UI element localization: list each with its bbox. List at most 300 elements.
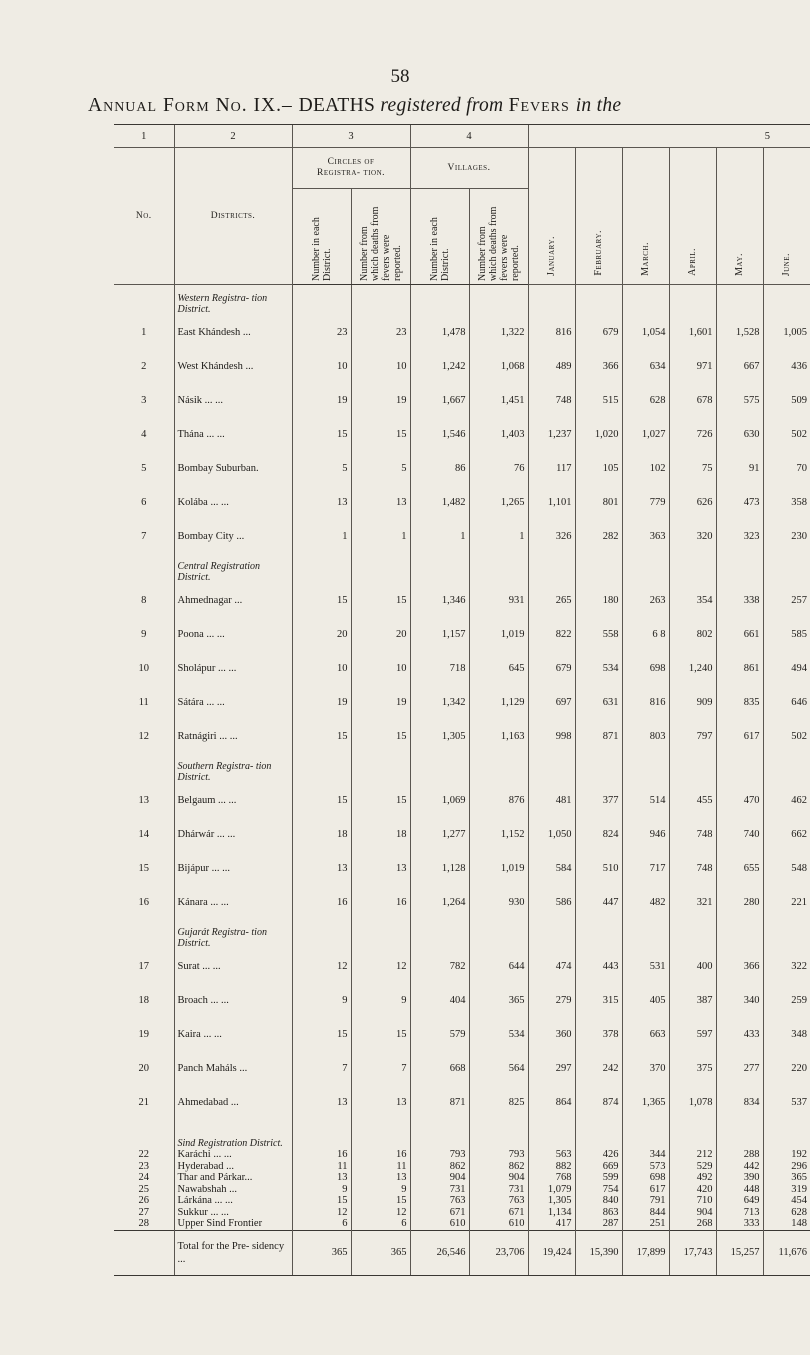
section-blank-cell [575, 1119, 622, 1149]
circles-count: 6 [292, 1218, 351, 1230]
table-row [114, 685, 810, 719]
deaths-february: 754 [575, 1184, 622, 1196]
villages-count: 731 [410, 1184, 469, 1196]
deaths-april: 797 [669, 719, 716, 753]
row-number: 18 [138, 994, 149, 1006]
table-row [114, 783, 810, 817]
table-row [114, 1184, 810, 1196]
total-june: 11,676 [763, 1230, 810, 1275]
section-blank-cell [716, 553, 763, 583]
deaths-june: 585 [763, 617, 810, 651]
district-name: Bombay Suburban. [174, 451, 292, 485]
deaths-february: 315 [575, 983, 622, 1017]
circles-count: 23 [292, 315, 351, 349]
deaths-june: 365 [763, 1172, 810, 1184]
villages-count: 1 [410, 519, 469, 553]
district-name: Broach ... ... [174, 983, 292, 1017]
title-part-fevers: Fevers [508, 95, 576, 116]
deaths-march: 363 [622, 519, 669, 553]
deaths-april: 354 [669, 583, 716, 617]
deaths-january: 563 [528, 1149, 575, 1161]
deaths-june: 436 [763, 349, 810, 383]
circles-reported: 12 [351, 1207, 410, 1219]
circles-count: 15 [292, 417, 351, 451]
section-blank-cell [528, 285, 575, 316]
deaths-march: 617 [622, 1184, 669, 1196]
deaths-april: 420 [669, 1184, 716, 1196]
deaths-may: 390 [716, 1172, 763, 1184]
deaths-april: 802 [669, 617, 716, 651]
deaths-january: 998 [528, 719, 575, 753]
section-blank-cell [351, 285, 410, 316]
deaths-march: 717 [622, 851, 669, 885]
row-number: 13 [138, 794, 149, 806]
section-blank-cell [469, 753, 528, 783]
deaths-march: 946 [622, 817, 669, 851]
deaths-june: 502 [763, 719, 810, 753]
table-row [114, 719, 810, 753]
villages-reported: 1,265 [469, 485, 528, 519]
table-body [114, 285, 810, 1231]
deaths-june: 628 [763, 1207, 810, 1219]
deaths-may: 448 [716, 1184, 763, 1196]
section-no-blank [114, 553, 174, 583]
villages-count: 404 [410, 983, 469, 1017]
deaths-june: 462 [763, 783, 810, 817]
villages-reported: 825 [469, 1085, 528, 1119]
deaths-january: 326 [528, 519, 575, 553]
deaths-february: 447 [575, 885, 622, 919]
deaths-may: 473 [716, 485, 763, 519]
section-title: Southern Registra- tion District. [174, 753, 292, 783]
deaths-may: 740 [716, 817, 763, 851]
deaths-april: 1,078 [669, 1085, 716, 1119]
circles-count: 13 [292, 1085, 351, 1119]
row-number: 23 [138, 1160, 149, 1172]
deaths-february: 871 [575, 719, 622, 753]
colnum-1: 1 [114, 125, 174, 148]
circles-reported: 16 [351, 885, 410, 919]
section-no-blank [114, 919, 174, 949]
row-number: 4 [141, 428, 147, 440]
circles-reported: 15 [351, 1195, 410, 1207]
section-blank-cell [622, 1119, 669, 1149]
deaths-february: 105 [575, 451, 622, 485]
deaths-april: 1,240 [669, 651, 716, 685]
deaths-january: 748 [528, 383, 575, 417]
section-title: Western Registra- tion District. [174, 285, 292, 316]
deaths-june: 454 [763, 1195, 810, 1207]
colnum-4: 4 [410, 125, 528, 148]
circles-count: 15 [292, 719, 351, 753]
table-row [114, 1207, 810, 1219]
section-blank-cell [669, 1119, 716, 1149]
table-row [114, 617, 810, 651]
deaths-march: 663 [622, 1017, 669, 1051]
circles-count: 13 [292, 485, 351, 519]
deaths-june: 348 [763, 1017, 810, 1051]
district-name: Ahmedabad ... [174, 1085, 292, 1119]
table-row [114, 1149, 810, 1161]
circles-count: 9 [292, 983, 351, 1017]
row-number: 26 [138, 1195, 149, 1207]
deaths-march: 1,027 [622, 417, 669, 451]
total-no [114, 1230, 174, 1275]
table-row [114, 383, 810, 417]
deaths-june: 322 [763, 949, 810, 983]
col-header-february [575, 148, 622, 285]
deaths-june: 494 [763, 651, 810, 685]
villages-reported: 862 [469, 1161, 528, 1173]
circles-reported: 13 [351, 485, 410, 519]
circles-reported: 19 [351, 383, 410, 417]
villages-count: 610 [410, 1218, 469, 1230]
deaths-june: 221 [763, 885, 810, 919]
group-header-row [114, 148, 810, 189]
table-row [114, 315, 810, 349]
section-blank-cell [622, 285, 669, 316]
section-blank-cell [622, 753, 669, 783]
circles-reported-label: Number from which deaths from fevers were reported. [358, 206, 403, 281]
title-part-registered: registered from [380, 95, 509, 116]
circles-reported: 13 [351, 851, 410, 885]
villages-count: 1,346 [410, 583, 469, 617]
section-blank-cell [351, 753, 410, 783]
deaths-february: 599 [575, 1172, 622, 1184]
deaths-february: 282 [575, 519, 622, 553]
circles-count: 19 [292, 383, 351, 417]
deaths-february: 510 [575, 851, 622, 885]
deaths-april: 748 [669, 851, 716, 885]
table-row [114, 651, 810, 685]
row-number: 2 [141, 360, 147, 372]
total-february: 15,390 [575, 1230, 622, 1275]
deaths-february: 534 [575, 651, 622, 685]
circles-count: 16 [292, 885, 351, 919]
deaths-april: 529 [669, 1161, 716, 1173]
circles-count: 9 [292, 1184, 351, 1196]
table-row [114, 417, 810, 451]
deaths-january: 697 [528, 685, 575, 719]
row-number: 7 [141, 530, 147, 542]
villages-reported: 76 [469, 451, 528, 485]
section-blank-cell [575, 285, 622, 316]
deaths-june: 296 [763, 1161, 810, 1173]
circles-reported: 10 [351, 651, 410, 685]
circles-reported: 23 [351, 315, 410, 349]
table-row [114, 1085, 810, 1119]
circles-reported: 15 [351, 719, 410, 753]
deaths-april: 75 [669, 451, 716, 485]
deaths-february: 863 [575, 1207, 622, 1219]
deaths-may: 661 [716, 617, 763, 651]
district-name: Nawabshah ... [174, 1184, 292, 1196]
villages-count: 1,128 [410, 851, 469, 885]
deaths-march: 844 [622, 1207, 669, 1219]
deaths-may: 655 [716, 851, 763, 885]
villages-count: 1,305 [410, 719, 469, 753]
page-number: 58 [390, 66, 410, 87]
april-label: April. [687, 248, 698, 276]
villages-count: 1,264 [410, 885, 469, 919]
villages-count: 718 [410, 651, 469, 685]
deaths-april: 212 [669, 1149, 716, 1161]
section-blank-cell [410, 553, 469, 583]
deaths-april: 626 [669, 485, 716, 519]
section-blank-cell [622, 553, 669, 583]
deaths-june: 358 [763, 485, 810, 519]
deaths-february: 801 [575, 485, 622, 519]
villages-reported: 1,129 [469, 685, 528, 719]
may-label: May. [734, 253, 745, 276]
villages-count: 862 [410, 1161, 469, 1173]
circles-reported: 15 [351, 417, 410, 451]
circles-reported: 15 [351, 583, 410, 617]
deaths-may: 338 [716, 583, 763, 617]
colnum-3: 3 [292, 125, 410, 148]
deaths-march: 791 [622, 1195, 669, 1207]
table-row [114, 485, 810, 519]
deaths-may: 861 [716, 651, 763, 685]
colnum-2: 2 [174, 125, 292, 148]
deaths-april: 748 [669, 817, 716, 851]
section-blank-cell [410, 1119, 469, 1149]
villages-count: 1,478 [410, 315, 469, 349]
villages-reported: 1,019 [469, 617, 528, 651]
col-header-villages-number [410, 189, 469, 285]
deaths-january: 1,050 [528, 817, 575, 851]
deaths-february: 366 [575, 349, 622, 383]
deaths-january: 1,101 [528, 485, 575, 519]
deaths-may: 713 [716, 1207, 763, 1219]
colnum-5: 5 [528, 125, 810, 148]
villages-reported: 671 [469, 1207, 528, 1219]
section-blank-cell [669, 753, 716, 783]
circles-reported: 18 [351, 817, 410, 851]
section-blank-cell [669, 919, 716, 949]
deaths-january: 360 [528, 1017, 575, 1051]
circles-reported: 9 [351, 983, 410, 1017]
deaths-january: 1,079 [528, 1184, 575, 1196]
section-blank-cell [716, 919, 763, 949]
villages-reported: 564 [469, 1051, 528, 1085]
district-name: Thána ... ... [174, 417, 292, 451]
section-blank-cell [716, 285, 763, 316]
row-number: 15 [138, 862, 149, 874]
deaths-may: 288 [716, 1149, 763, 1161]
section-blank-cell [292, 553, 351, 583]
col-header-circles-reported [351, 189, 410, 285]
villages-count: 1,069 [410, 783, 469, 817]
section-header-row [114, 919, 810, 949]
deaths-april: 268 [669, 1218, 716, 1230]
circles-count: 20 [292, 617, 351, 651]
deaths-april: 726 [669, 417, 716, 451]
table-row [114, 1051, 810, 1085]
circles-count: 13 [292, 851, 351, 885]
row-number: 9 [141, 628, 147, 640]
district-name: Thar and Párkar... [174, 1172, 292, 1184]
deaths-february: 180 [575, 583, 622, 617]
section-header-row [114, 553, 810, 583]
deaths-may: 333 [716, 1218, 763, 1230]
deaths-may: 277 [716, 1051, 763, 1085]
villages-count: 1,157 [410, 617, 469, 651]
row-number: 5 [141, 462, 147, 474]
row-number: 19 [138, 1028, 149, 1040]
deaths-february: 377 [575, 783, 622, 817]
circles-count: 15 [292, 1017, 351, 1051]
row-number: 20 [138, 1062, 149, 1074]
deaths-january: 816 [528, 315, 575, 349]
total-circles: 365 [292, 1230, 351, 1275]
col-header-march [622, 148, 669, 285]
villages-count: 1,242 [410, 349, 469, 383]
villages-reported: 1 [469, 519, 528, 553]
section-blank-cell [292, 1119, 351, 1149]
total-label: Total for the Pre- sidency ... [174, 1230, 292, 1275]
circles-count: 19 [292, 685, 351, 719]
row-number: 1 [141, 326, 147, 338]
deaths-march: 634 [622, 349, 669, 383]
deaths-april: 678 [669, 383, 716, 417]
deaths-february: 679 [575, 315, 622, 349]
deaths-june: 509 [763, 383, 810, 417]
january-label: January. [546, 236, 557, 276]
deaths-march: 816 [622, 685, 669, 719]
deaths-june: 257 [763, 583, 810, 617]
district-name: Hyderabad ... [174, 1161, 292, 1173]
district-name: East Khándesh ... [174, 315, 292, 349]
deaths-may: 340 [716, 983, 763, 1017]
villages-count: 763 [410, 1195, 469, 1207]
villages-count: 1,546 [410, 417, 469, 451]
section-title: Sind Registration District. [174, 1119, 292, 1149]
deaths-january: 768 [528, 1172, 575, 1184]
row-number: 3 [141, 394, 147, 406]
deaths-march: 803 [622, 719, 669, 753]
deaths-april: 904 [669, 1207, 716, 1219]
table-row [114, 1195, 810, 1207]
table-row [114, 1161, 810, 1173]
section-blank-cell [716, 753, 763, 783]
deaths-april: 455 [669, 783, 716, 817]
villages-count: 1,277 [410, 817, 469, 851]
deaths-january: 481 [528, 783, 575, 817]
total-may: 15,257 [716, 1230, 763, 1275]
deaths-may: 433 [716, 1017, 763, 1051]
circles-reported: 20 [351, 617, 410, 651]
district-name: West Khándesh ... [174, 349, 292, 383]
deaths-april: 597 [669, 1017, 716, 1051]
deaths-june: 192 [763, 1149, 810, 1161]
section-blank-cell [763, 553, 810, 583]
deaths-january: 417 [528, 1218, 575, 1230]
villages-reported: 1,019 [469, 851, 528, 885]
col-header-villages: Villages. [410, 148, 528, 189]
february-label: February. [593, 230, 604, 276]
row-number: 6 [141, 496, 147, 508]
deaths-january: 265 [528, 583, 575, 617]
section-blank-cell [469, 1119, 528, 1149]
villages-count: 668 [410, 1051, 469, 1085]
section-title: Gujarát Registra- tion District. [174, 919, 292, 949]
district-name: Sholápur ... ... [174, 651, 292, 685]
villages-reported: 1,068 [469, 349, 528, 383]
circles-reported: 12 [351, 949, 410, 983]
deaths-april: 1,601 [669, 315, 716, 349]
table-row [114, 451, 810, 485]
villages-reported: 1,152 [469, 817, 528, 851]
col-header-no: No. [114, 148, 174, 285]
total-april: 17,743 [669, 1230, 716, 1275]
row-number: 11 [138, 696, 149, 708]
deaths-april: 492 [669, 1172, 716, 1184]
deaths-may: 91 [716, 451, 763, 485]
deaths-march: 1,365 [622, 1085, 669, 1119]
col-header-circles [292, 148, 410, 189]
district-name: Kánara ... ... [174, 885, 292, 919]
table-row [114, 583, 810, 617]
deaths-may: 323 [716, 519, 763, 553]
deaths-january: 1,134 [528, 1207, 575, 1219]
section-blank-cell [410, 919, 469, 949]
title-part-deaths: DEATHS [298, 95, 381, 116]
deaths-february: 669 [575, 1161, 622, 1173]
circles-number-label: Number in each District. [310, 217, 333, 281]
row-number: 10 [138, 662, 149, 674]
deaths-january: 586 [528, 885, 575, 919]
deaths-april: 387 [669, 983, 716, 1017]
row-number: 22 [138, 1149, 149, 1161]
deaths-february: 631 [575, 685, 622, 719]
deaths-may: 280 [716, 885, 763, 919]
deaths-february: 515 [575, 383, 622, 417]
circles-reported: 1 [351, 519, 410, 553]
deaths-march: 698 [622, 1172, 669, 1184]
row-number: 28 [138, 1218, 149, 1230]
villages-count: 671 [410, 1207, 469, 1219]
circles-count: 1 [292, 519, 351, 553]
total-villages: 26,546 [410, 1230, 469, 1275]
district-name: Upper Sind Frontier [174, 1218, 292, 1230]
col-header-april [669, 148, 716, 285]
section-blank-cell [410, 285, 469, 316]
deaths-may: 630 [716, 417, 763, 451]
circles-reported: 16 [351, 1149, 410, 1161]
deaths-january: 679 [528, 651, 575, 685]
total-circles-reported: 365 [351, 1230, 410, 1275]
section-blank-cell [716, 1119, 763, 1149]
deaths-june: 220 [763, 1051, 810, 1085]
deaths-january: 297 [528, 1051, 575, 1085]
deaths-june: 537 [763, 1085, 810, 1119]
circles-reported: 6 [351, 1218, 410, 1230]
col-header-villages-reported [469, 189, 528, 285]
section-blank-cell [528, 553, 575, 583]
villages-count: 871 [410, 1085, 469, 1119]
row-number: 14 [138, 828, 149, 840]
section-no-blank [114, 1119, 174, 1149]
col-header-districts: Districts. [174, 148, 292, 285]
table-row [114, 817, 810, 851]
row-number: 21 [138, 1096, 149, 1108]
deaths-february: 242 [575, 1051, 622, 1085]
section-blank-cell [410, 753, 469, 783]
district-name: Ratnágiri ... ... [174, 719, 292, 753]
deaths-february: 1,020 [575, 417, 622, 451]
deaths-june: 662 [763, 817, 810, 851]
